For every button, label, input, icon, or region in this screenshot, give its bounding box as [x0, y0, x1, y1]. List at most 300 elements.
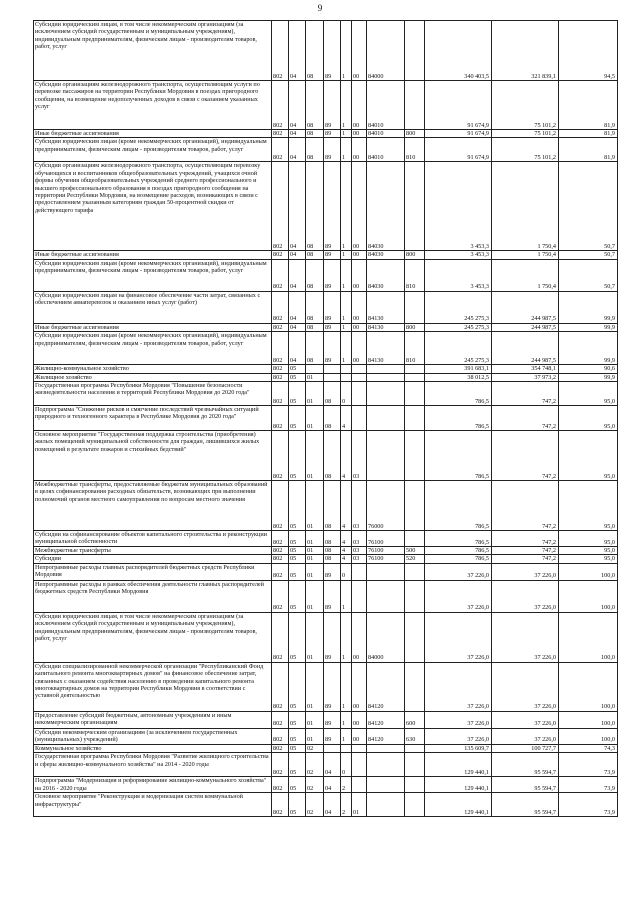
code-c7: 76100 — [367, 555, 405, 563]
code-c4: 89 — [324, 251, 341, 259]
code-c7 — [367, 373, 405, 381]
code-c6: 00 — [352, 323, 367, 331]
code-c4: 08 — [324, 531, 341, 547]
code-c2: 04 — [289, 81, 306, 130]
actual-value: 747,2 — [492, 531, 559, 547]
code-c5: 1 — [341, 323, 352, 331]
code-c4: 89 — [324, 259, 341, 291]
actual-value: 37 226,0 — [492, 612, 559, 662]
code-c6 — [352, 563, 367, 580]
code-c8 — [405, 793, 425, 817]
code-c4 — [324, 744, 341, 752]
code-c7: 76100 — [367, 531, 405, 547]
code-c4: 89 — [324, 332, 341, 365]
code-c8: 800 — [405, 251, 425, 259]
code-c7: 84010 — [367, 130, 405, 138]
code-c3: 08 — [306, 323, 324, 331]
table-row — [34, 382, 618, 406]
code-c2: 05 — [289, 563, 306, 580]
code-c3: 01 — [306, 406, 324, 431]
code-c6: 00 — [352, 21, 367, 81]
percent-value: 100,0 — [559, 711, 618, 728]
code-c3: 02 — [306, 753, 324, 777]
code-c4: 08 — [324, 481, 341, 531]
percent-value: 95,0 — [559, 555, 618, 563]
code-c4: 89 — [324, 711, 341, 728]
code-c3: 01 — [306, 431, 324, 481]
table-row — [34, 162, 618, 251]
percent-value: 95,0 — [559, 406, 618, 431]
row-name: Субсидии специализированной некоммерческой организации "Республиканский Фонд капитального ремонта многоквартирных домов" на финансовое обеспечение затрат, связанных с оказанием содействия населению в проведении капитального ремонта многоквартирных домов на территории Республики Мордовия в соответствии с уставной деятельностью — [34, 662, 272, 711]
row-name: Непрограммные расходы главных распорядителей бюджетных средств Республики Мордовия — [34, 563, 272, 580]
percent-value: 81,9 — [559, 138, 618, 162]
plan-value: 786,5 — [425, 406, 492, 431]
table-row — [34, 563, 618, 580]
code-c7: 84120 — [367, 711, 405, 728]
code-c2: 04 — [289, 332, 306, 365]
row-name: Государственная программа Республики Мордовия "Развитие жилищного строительства и сферы жилищно-коммунального хозяйства" на 2014 - 2020 годы — [34, 753, 272, 777]
code-c3: 01 — [306, 563, 324, 580]
code-c4 — [324, 365, 341, 373]
code-c6: 03 — [352, 481, 367, 531]
code-c8 — [405, 777, 425, 793]
code-c6 — [352, 580, 367, 612]
code-c2: 04 — [289, 259, 306, 291]
code-c2: 05 — [289, 777, 306, 793]
code-c4: 89 — [324, 81, 341, 130]
code-c7: 84120 — [367, 728, 405, 744]
plan-value: 37 226,0 — [425, 580, 492, 612]
percent-value: 73,9 — [559, 793, 618, 817]
code-c3: 08 — [306, 162, 324, 251]
plan-value: 786,5 — [425, 555, 492, 563]
code-c2: 05 — [289, 744, 306, 752]
code-c8: 520 — [405, 555, 425, 563]
row-name: Непрограммные расходы в рамках обеспечения деятельности главных распорядителей бюджетных средств Республики Мордовия — [34, 580, 272, 612]
table-row — [34, 21, 618, 81]
code-c5: 4 — [341, 555, 352, 563]
code-c1: 802 — [272, 777, 289, 793]
code-c1: 802 — [272, 81, 289, 130]
code-c1: 802 — [272, 332, 289, 365]
code-c8 — [405, 563, 425, 580]
row-name: Основное мероприятие "Государственная поддержка строительства (приобретения) жилых помещений муниципальной собственности для граждан, лишившихся жилых помещений в результате пожаров и стихийных бедствий" — [34, 431, 272, 481]
percent-value: 95,0 — [559, 531, 618, 547]
code-c4: 08 — [324, 406, 341, 431]
actual-value: 37 226,0 — [492, 580, 559, 612]
plan-value: 37 226,0 — [425, 728, 492, 744]
code-c7: 84120 — [367, 662, 405, 711]
code-c5 — [341, 365, 352, 373]
code-c6 — [352, 744, 367, 752]
code-c7 — [367, 744, 405, 752]
table-row — [34, 555, 618, 563]
percent-value: 100,0 — [559, 580, 618, 612]
row-name: Жилищное хозяйство — [34, 373, 272, 381]
code-c8: 800 — [405, 323, 425, 331]
actual-value: 37 226,0 — [492, 711, 559, 728]
code-c1: 802 — [272, 323, 289, 331]
table-row — [34, 531, 618, 547]
row-name: Субсидии юридическим лицам, в том числе некоммерческим организациям (за исключением субсидий государственным и муниципальным учреждениям), индивидуальным предпринимателям, физическим лицам - производителям товаров, работ, услуг — [34, 21, 272, 81]
code-c5 — [341, 744, 352, 752]
code-c5: 1 — [341, 162, 352, 251]
plan-value: 786,5 — [425, 431, 492, 481]
code-c2: 05 — [289, 406, 306, 431]
row-name: Субсидии юридическим лицам, в том числе некоммерческим организациям (за исключением субсидий государственным и муниципальным учреждениям), индивидуальным предпринимателям, физическим лицам - производителям товаров, работ, услуг — [34, 612, 272, 662]
code-c4: 89 — [324, 728, 341, 744]
code-c5: 2 — [341, 793, 352, 817]
code-c6: 00 — [352, 612, 367, 662]
code-c3: 01 — [306, 580, 324, 612]
code-c2: 05 — [289, 793, 306, 817]
code-c2: 05 — [289, 728, 306, 744]
percent-value: 95,0 — [559, 481, 618, 531]
percent-value: 99,9 — [559, 373, 618, 381]
row-name: Межбюджетные трансферты, предоставляемые бюджетам муниципальных образований в целях софинансирования расходных обязательств, возникающих при выполнении полномочий органов местного самоуправления по вопросам местного значения — [34, 481, 272, 531]
row-name: Государственная программа Республики Мордовия "Повышение безопасности жизнедеятельности населения и территорий Республики Мордовия до 2020 года" — [34, 382, 272, 406]
percent-value: 81,9 — [559, 81, 618, 130]
code-c8: 810 — [405, 138, 425, 162]
code-c8 — [405, 662, 425, 711]
table-row — [34, 711, 618, 728]
code-c1: 802 — [272, 612, 289, 662]
code-c1: 802 — [272, 162, 289, 251]
code-c2: 04 — [289, 138, 306, 162]
plan-value: 3 453,3 — [425, 162, 492, 251]
code-c1: 802 — [272, 547, 289, 555]
percent-value: 99,9 — [559, 323, 618, 331]
actual-value: 37 226,0 — [492, 728, 559, 744]
code-c2: 05 — [289, 711, 306, 728]
code-c1: 802 — [272, 753, 289, 777]
code-c1: 802 — [272, 130, 289, 138]
code-c3: 08 — [306, 21, 324, 81]
actual-value: 244 987,5 — [492, 332, 559, 365]
code-c6 — [352, 777, 367, 793]
percent-value: 50,7 — [559, 162, 618, 251]
code-c5: 0 — [341, 753, 352, 777]
code-c5: 0 — [341, 382, 352, 406]
code-c7 — [367, 431, 405, 481]
actual-value: 321 839,1 — [492, 21, 559, 81]
code-c1: 802 — [272, 259, 289, 291]
code-c5: 2 — [341, 777, 352, 793]
plan-value: 3 453,3 — [425, 251, 492, 259]
code-c6: 01 — [352, 793, 367, 817]
table-row — [34, 332, 618, 365]
code-c5: 4 — [341, 431, 352, 481]
code-c5: 1 — [341, 711, 352, 728]
plan-value: 786,5 — [425, 547, 492, 555]
actual-value: 747,2 — [492, 481, 559, 531]
code-c7: 84030 — [367, 162, 405, 251]
code-c6: 03 — [352, 531, 367, 547]
row-name: Иные бюджетные ассигнования — [34, 130, 272, 138]
code-c7 — [367, 793, 405, 817]
code-c1: 802 — [272, 365, 289, 373]
code-c4: 04 — [324, 777, 341, 793]
code-c3: 02 — [306, 777, 324, 793]
code-c1: 802 — [272, 138, 289, 162]
code-c1: 802 — [272, 431, 289, 481]
actual-value: 747,2 — [492, 431, 559, 481]
code-c7: 76100 — [367, 547, 405, 555]
code-c1: 802 — [272, 21, 289, 81]
code-c3: 01 — [306, 547, 324, 555]
code-c3: 08 — [306, 81, 324, 130]
code-c3: 01 — [306, 711, 324, 728]
code-c6: 00 — [352, 162, 367, 251]
code-c6: 00 — [352, 259, 367, 291]
code-c7: 84010 — [367, 138, 405, 162]
code-c7 — [367, 563, 405, 580]
code-c2: 04 — [289, 323, 306, 331]
code-c1: 802 — [272, 563, 289, 580]
code-c4: 89 — [324, 138, 341, 162]
code-c8 — [405, 162, 425, 251]
code-c8 — [405, 365, 425, 373]
actual-value: 747,2 — [492, 547, 559, 555]
code-c1: 802 — [272, 406, 289, 431]
code-c8: 600 — [405, 711, 425, 728]
code-c6: 00 — [352, 81, 367, 130]
row-name: Основное мероприятие "Реконструкция и модернизация систем коммунальной инфраструктуры" — [34, 793, 272, 817]
table-row — [34, 365, 618, 373]
code-c8 — [405, 744, 425, 752]
code-c4: 89 — [324, 291, 341, 323]
plan-value: 91 674,9 — [425, 130, 492, 138]
code-c3: 01 — [306, 531, 324, 547]
row-name: Предоставление субсидий бюджетным, автономным учреждениям и иным некоммерческим организациям — [34, 711, 272, 728]
row-name: Субсидии юридическим лицам (кроме некоммерческих организаций), индивидуальным предпринимателям, физическим лицам - производителям товаров, работ, услуг — [34, 138, 272, 162]
code-c8 — [405, 406, 425, 431]
code-c1: 802 — [272, 580, 289, 612]
percent-value: 100,0 — [559, 612, 618, 662]
code-c2: 05 — [289, 753, 306, 777]
percent-value: 95,0 — [559, 547, 618, 555]
code-c6: 00 — [352, 130, 367, 138]
row-name: Субсидии — [34, 555, 272, 563]
table-row — [34, 291, 618, 323]
code-c2: 04 — [289, 21, 306, 81]
code-c8: 800 — [405, 130, 425, 138]
code-c4: 89 — [324, 563, 341, 580]
table-body — [34, 21, 618, 817]
actual-value: 244 987,5 — [492, 323, 559, 331]
actual-value: 100 727,7 — [492, 744, 559, 752]
code-c6: 03 — [352, 555, 367, 563]
actual-value: 747,2 — [492, 382, 559, 406]
code-c2: 05 — [289, 580, 306, 612]
percent-value: 99,9 — [559, 332, 618, 365]
code-c7 — [367, 753, 405, 777]
code-c7: 76000 — [367, 481, 405, 531]
code-c6 — [352, 753, 367, 777]
code-c7 — [367, 777, 405, 793]
table-row — [34, 777, 618, 793]
code-c4: 89 — [324, 162, 341, 251]
code-c2: 05 — [289, 382, 306, 406]
budget-table — [33, 20, 618, 817]
row-name: Субсидии организациям железнодорожного транспорта, осуществляющим перевозку обучающихся и воспитанников общеобразовательных учреждений, учащихся очной формы обучения общеобразовательных учреждений среднего профессионального и высшего профессионального образования в поездах пригородного сообщения на территории Республики Мордовия, на возмещение расходов, возникающих в связи с предоставлением указанным категориям граждан 50-процентной скидки от действующего тарифа — [34, 162, 272, 251]
code-c3: 01 — [306, 555, 324, 563]
row-name: Иные бюджетные ассигнования — [34, 323, 272, 331]
code-c3: 08 — [306, 291, 324, 323]
code-c5: 1 — [341, 728, 352, 744]
plan-value: 786,5 — [425, 382, 492, 406]
table-row — [34, 406, 618, 431]
plan-value: 245 275,3 — [425, 323, 492, 331]
code-c2: 04 — [289, 291, 306, 323]
code-c2: 05 — [289, 612, 306, 662]
code-c6: 03 — [352, 431, 367, 481]
code-c7: 84000 — [367, 21, 405, 81]
code-c5 — [341, 373, 352, 381]
plan-value: 37 226,0 — [425, 612, 492, 662]
code-c5: 4 — [341, 547, 352, 555]
code-c2: 05 — [289, 555, 306, 563]
row-name: Субсидии организациям железнодорожного транспорта, осуществляющим услуги по перевозке пассажиров на территории Республики Мордовия в поездах пригородного сообщения, на возмещение недополученных доходов в связи с оказанием указанных услуг — [34, 81, 272, 130]
row-name: Иные бюджетные ассигнования — [34, 251, 272, 259]
code-c1: 802 — [272, 555, 289, 563]
percent-value: 95,0 — [559, 431, 618, 481]
code-c4 — [324, 373, 341, 381]
plan-value: 3 453,3 — [425, 259, 492, 291]
code-c1: 802 — [272, 373, 289, 381]
table-row — [34, 251, 618, 259]
row-name: Коммунальное хозяйство — [34, 744, 272, 752]
table-row — [34, 259, 618, 291]
plan-value: 129 440,1 — [425, 793, 492, 817]
code-c4: 89 — [324, 662, 341, 711]
row-name: Субсидии на софинансирование объектов капитального строительства и реконструкции муниципальной собственности — [34, 531, 272, 547]
percent-value: 81,9 — [559, 130, 618, 138]
code-c5: 1 — [341, 291, 352, 323]
code-c1: 802 — [272, 711, 289, 728]
actual-value: 75 101,2 — [492, 81, 559, 130]
code-c5: 1 — [341, 81, 352, 130]
code-c5: 4 — [341, 406, 352, 431]
code-c4: 08 — [324, 431, 341, 481]
table-row — [34, 81, 618, 130]
code-c6: 00 — [352, 291, 367, 323]
percent-value: 100,0 — [559, 662, 618, 711]
code-c6 — [352, 365, 367, 373]
code-c3: 08 — [306, 130, 324, 138]
plan-value: 37 226,0 — [425, 711, 492, 728]
actual-value: 354 748,1 — [492, 365, 559, 373]
actual-value: 37 226,0 — [492, 662, 559, 711]
code-c4: 08 — [324, 555, 341, 563]
code-c8 — [405, 580, 425, 612]
actual-value: 37 973,2 — [492, 373, 559, 381]
code-c5: 1 — [341, 612, 352, 662]
code-c6: 00 — [352, 728, 367, 744]
percent-value: 100,0 — [559, 563, 618, 580]
code-c2: 04 — [289, 251, 306, 259]
table-row — [34, 373, 618, 381]
percent-value: 95,0 — [559, 382, 618, 406]
code-c8 — [405, 21, 425, 81]
plan-value: 391 683,1 — [425, 365, 492, 373]
code-c8 — [405, 373, 425, 381]
percent-value: 74,3 — [559, 744, 618, 752]
row-name: Подпрограмма "Снижение рисков и смягчение последствий чрезвычайных ситуаций природного и техногенного характера в Республике Мордовия до 2020 года" — [34, 406, 272, 431]
code-c2: 04 — [289, 130, 306, 138]
plan-value: 37 226,0 — [425, 563, 492, 580]
table-row — [34, 580, 618, 612]
table-row — [34, 753, 618, 777]
code-c2: 05 — [289, 431, 306, 481]
code-c2: 05 — [289, 373, 306, 381]
code-c8: 500 — [405, 547, 425, 555]
plan-value: 786,5 — [425, 481, 492, 531]
table-row — [34, 547, 618, 555]
code-c7 — [367, 406, 405, 431]
code-c3: 01 — [306, 662, 324, 711]
code-c7: 84130 — [367, 332, 405, 365]
code-c2: 05 — [289, 481, 306, 531]
code-c5: 1 — [341, 580, 352, 612]
table-row — [34, 138, 618, 162]
code-c4: 08 — [324, 547, 341, 555]
code-c7: 84130 — [367, 291, 405, 323]
actual-value: 95 594,7 — [492, 777, 559, 793]
code-c6: 00 — [352, 251, 367, 259]
actual-value: 747,2 — [492, 555, 559, 563]
actual-value: 747,2 — [492, 406, 559, 431]
code-c1: 802 — [272, 251, 289, 259]
code-c8 — [405, 431, 425, 481]
code-c6 — [352, 373, 367, 381]
code-c4: 89 — [324, 612, 341, 662]
code-c7: 84130 — [367, 323, 405, 331]
plan-value: 129 440,1 — [425, 753, 492, 777]
code-c2: 05 — [289, 531, 306, 547]
code-c5: 1 — [341, 259, 352, 291]
row-name: Жилищно-коммунальное хозяйство — [34, 365, 272, 373]
row-name: Субсидии юридическим лицам на финансовое обеспечение части затрат, связанных с обеспечением авиаперевозок и оказанием иных услуг (работ) — [34, 291, 272, 323]
code-c5: 1 — [341, 130, 352, 138]
table-row — [34, 662, 618, 711]
code-c5: 1 — [341, 662, 352, 711]
row-name: Субсидии юридическим лицам (кроме некоммерческих организаций), индивидуальным предпринимателям, физическим лицам - производителям товаров, работ, услуг — [34, 332, 272, 365]
code-c3: 01 — [306, 612, 324, 662]
actual-value: 75 101,2 — [492, 138, 559, 162]
plan-value: 340 403,5 — [425, 21, 492, 81]
table-row — [34, 431, 618, 481]
plan-value: 135 609,7 — [425, 744, 492, 752]
code-c1: 802 — [272, 481, 289, 531]
percent-value: 73,9 — [559, 777, 618, 793]
plan-value: 786,5 — [425, 531, 492, 547]
code-c3: 08 — [306, 138, 324, 162]
actual-value: 244 987,5 — [492, 291, 559, 323]
code-c5: 1 — [341, 332, 352, 365]
percent-value: 50,7 — [559, 251, 618, 259]
code-c7: 84010 — [367, 81, 405, 130]
code-c2: 05 — [289, 365, 306, 373]
code-c2: 05 — [289, 662, 306, 711]
code-c4: 89 — [324, 323, 341, 331]
code-c1: 802 — [272, 793, 289, 817]
code-c3: 01 — [306, 373, 324, 381]
row-name: Подпрограмма "Модернизация и реформирование жилищно-коммунального хозяйства" на 2016 - 2020 годы — [34, 777, 272, 793]
code-c3: 08 — [306, 251, 324, 259]
code-c3: 01 — [306, 382, 324, 406]
actual-value: 37 226,0 — [492, 563, 559, 580]
